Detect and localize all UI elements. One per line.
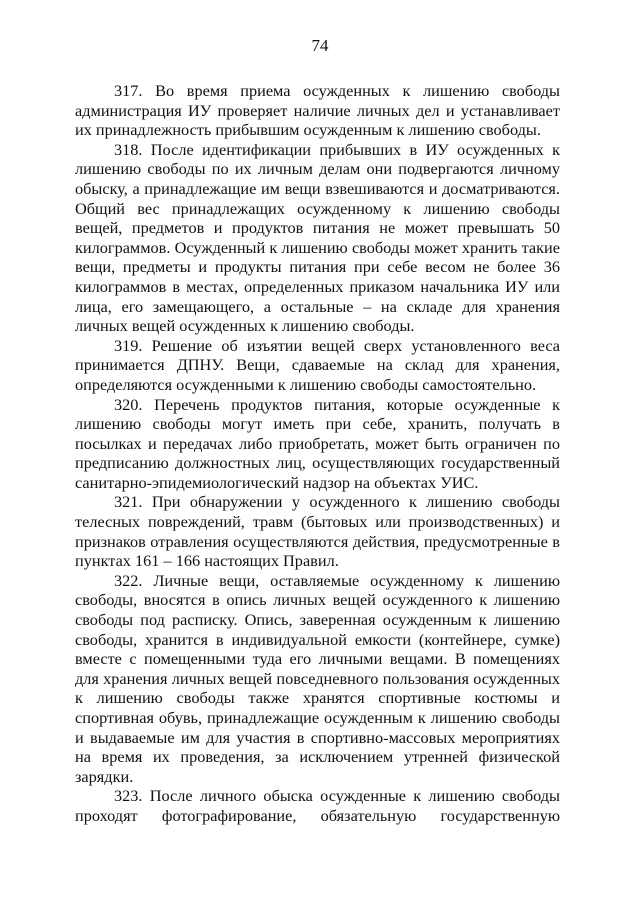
paragraph-318: 318. После идентификации прибывших в ИУ осужденных к лишению свободы по их личным делам они подвергаются личному обыску, а принадлежащие им вещи взвешиваются и досматриваются. Общий вес принадлежащих осужденному к лишению свободы вещей, предметов и продуктов питания не может превышать 50 килограммов. Осужденный к лишению свободы может хранить такие вещи, предметы и продукты питания при себе весом не более 36 килограммов в местах, определенных приказом начальника ИУ или лица, его замещающего, а остальные – на складе для хранения личных вещей осужденных к лишению свободы.: [75, 139, 560, 336]
page-number: 74: [311, 36, 329, 55]
paragraph-323: 323. После личного обыска осужденные к лишению свободы проходят фотографирование, обязательную государственную: [75, 786, 560, 825]
paragraph-322: 322. Личные вещи, оставляемые осужденному к лишению свободы, вносятся в опись личных вещей осужденного к лишению свободы под расписку. Опись, заверенная осужденным к лишению свободы, хранится в индивидуальной емкости (контейнере, сумке) вместе с помещенными туда его личными вещами. В помещениях для хранения личных вещей повседневного пользования осужденных к лишению свободы также хранятся спортивные костюмы и спортивная обувь, принадлежащие осужденным к лишению свободы и выдаваемые им для участия в спортивно-массовых мероприятиях на время их проведения, за исключением утренней физической зарядки.: [75, 570, 560, 786]
document-body: [75, 81, 560, 826]
paragraph-320: 320. Перечень продуктов питания, которые осужденные к лишению свободы могут иметь при себе, хранить, получать в посылках и передачах либо приобретать, может быть ограничен по предписанию должностных лиц, осуществляющих государственный санитарно-эпидемиологический надзор на объектах УИС.: [75, 394, 560, 492]
paragraph-319: 319. Решение об изъятии вещей сверх установленного веса принимается ДПНУ. Вещи, сдаваемые на склад для хранения, определяются осужденными к лишению свободы самостоятельно.: [75, 335, 560, 394]
paragraph-321: 321. При обнаружении у осужденного к лишению свободы телесных повреждений, травм (бытовых или производственных) и признаков отравления осуществляются действия, предусмотренные в пунктах 161 – 166 настоящих Правил.: [75, 492, 560, 571]
paragraph-317: 317. Во время приема осужденных к лишению свободы администрация ИУ проверяет наличие личных дел и устанавливает их принадлежность прибывшим осужденным к лишению свободы.: [75, 81, 560, 140]
